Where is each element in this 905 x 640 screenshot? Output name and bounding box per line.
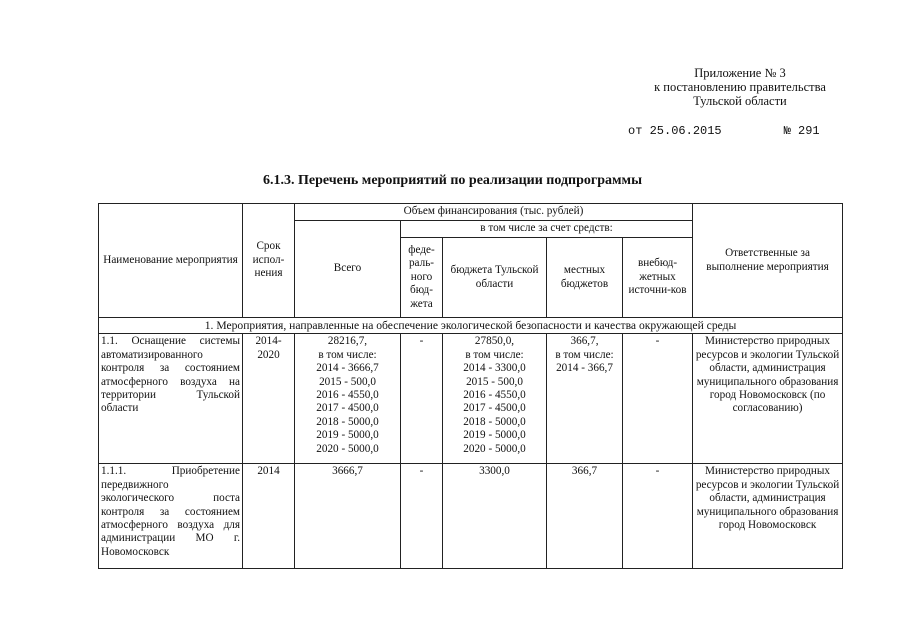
header-federal: феде-раль-ного бюд-жета xyxy=(401,238,443,318)
row-1-regional-line: 2020 - 5000,0 xyxy=(463,442,526,455)
appendix-header xyxy=(600,66,880,108)
number-prefix: № xyxy=(783,124,791,138)
row-1-local-line: в том числе: xyxy=(555,348,614,361)
row-1-total xyxy=(295,334,401,464)
row-1-regional xyxy=(443,334,547,464)
row-2-total: 3666,7 xyxy=(295,464,401,569)
row-1-regional-line: 27850,0, xyxy=(474,335,515,348)
row-2-regional: 3300,0 xyxy=(443,464,547,569)
row-2-term: 2014 xyxy=(243,464,295,569)
row-1-total-line: 2017 - 4500,0 xyxy=(316,402,379,415)
row-1-local-line: 2014 - 366,7 xyxy=(556,362,613,375)
header-term: Срок испол-нения xyxy=(243,204,295,318)
row-1-federal: - xyxy=(401,334,443,464)
measures-table xyxy=(98,203,843,569)
header-total: Всего xyxy=(295,221,401,318)
header-regional: бюджета Тульской области xyxy=(443,238,547,318)
header-including: в том числе за счет средств: xyxy=(401,221,693,238)
decree-reference xyxy=(628,124,820,138)
header-funding: Объем финансирования (тыс. рублей) xyxy=(295,204,693,221)
date-prefix: от xyxy=(628,124,643,138)
row-1-responsible: Министерство природных ресурсов и экологии Тульской области, администрация муниципального образования город Новомосковск (по согласованию) xyxy=(693,334,843,464)
row-2-local: 366,7 xyxy=(547,464,623,569)
row-1-local xyxy=(547,334,623,464)
row-1-total-line: 28216,7, xyxy=(327,335,368,348)
row-1-regional-line: 2018 - 5000,0 xyxy=(463,415,526,428)
row-1-regional-line: 2014 - 3300,0 xyxy=(463,362,526,375)
appendix-line-3: Тульской области xyxy=(693,94,787,108)
row-1-total-line: 2018 - 5000,0 xyxy=(316,415,379,428)
row-2-federal: - xyxy=(401,464,443,569)
row-1-name: 1.1. Оснащение системы автоматизированного контроля за состоянием атмосферного воздуха на территории Тульской области xyxy=(99,334,243,464)
header-name: Наименование мероприятия xyxy=(99,204,243,318)
row-2-responsible: Министерство природных ресурсов и экологии Тульской области, администрация муниципального образования город Новомосковск xyxy=(693,464,843,569)
row-1-regional-line: 2017 - 4500,0 xyxy=(463,402,526,415)
row-1-total-line: 2014 - 3666,7 xyxy=(316,362,379,375)
decree-number: 291 xyxy=(798,124,820,138)
row-1-extrabudget: - xyxy=(623,334,693,464)
row-1-total-line: 2019 - 5000,0 xyxy=(316,429,379,442)
row-2-extrabudget: - xyxy=(623,464,693,569)
row-1-total-line: в том числе: xyxy=(318,348,377,361)
row-1-regional-line: 2016 - 4550,0 xyxy=(463,389,526,402)
row-1-regional-line: 2019 - 5000,0 xyxy=(463,429,526,442)
decree-date: 25.06.2015 xyxy=(649,124,722,138)
row-1-total-line: 2015 - 500,0 xyxy=(319,375,376,388)
table-row xyxy=(99,464,843,569)
section-heading: 1. Мероприятия, направленные на обеспечение экологической безопасности и качества окружающей среды xyxy=(99,318,843,334)
row-2-name: 1.1.1. Приобретение передвижного экологического поста контроля за состоянием атмосферного воздуха для администрации МО г. Новомосковск xyxy=(99,464,243,569)
row-1-local-line: 366,7, xyxy=(570,335,599,348)
table-row xyxy=(99,334,843,464)
header-extrabudget: внебюд-жетных источни-ков xyxy=(623,238,693,318)
appendix-line-2: к постановлению правительства xyxy=(654,80,826,94)
header-local: местных бюджетов xyxy=(547,238,623,318)
header-responsible: Ответственные за выполнение мероприятия xyxy=(693,204,843,318)
row-1-regional-line: 2015 - 500,0 xyxy=(466,375,523,388)
row-1-regional-line: в том числе: xyxy=(465,348,524,361)
appendix-label: Приложение № 3 xyxy=(694,66,786,80)
row-1-total-line: 2020 - 5000,0 xyxy=(316,442,379,455)
page-title: 6.1.3. Перечень мероприятий по реализации подпрограммы xyxy=(262,173,643,188)
row-1-total-line: 2016 - 4550,0 xyxy=(316,389,379,402)
row-1-term: 2014-2020 xyxy=(243,334,295,464)
